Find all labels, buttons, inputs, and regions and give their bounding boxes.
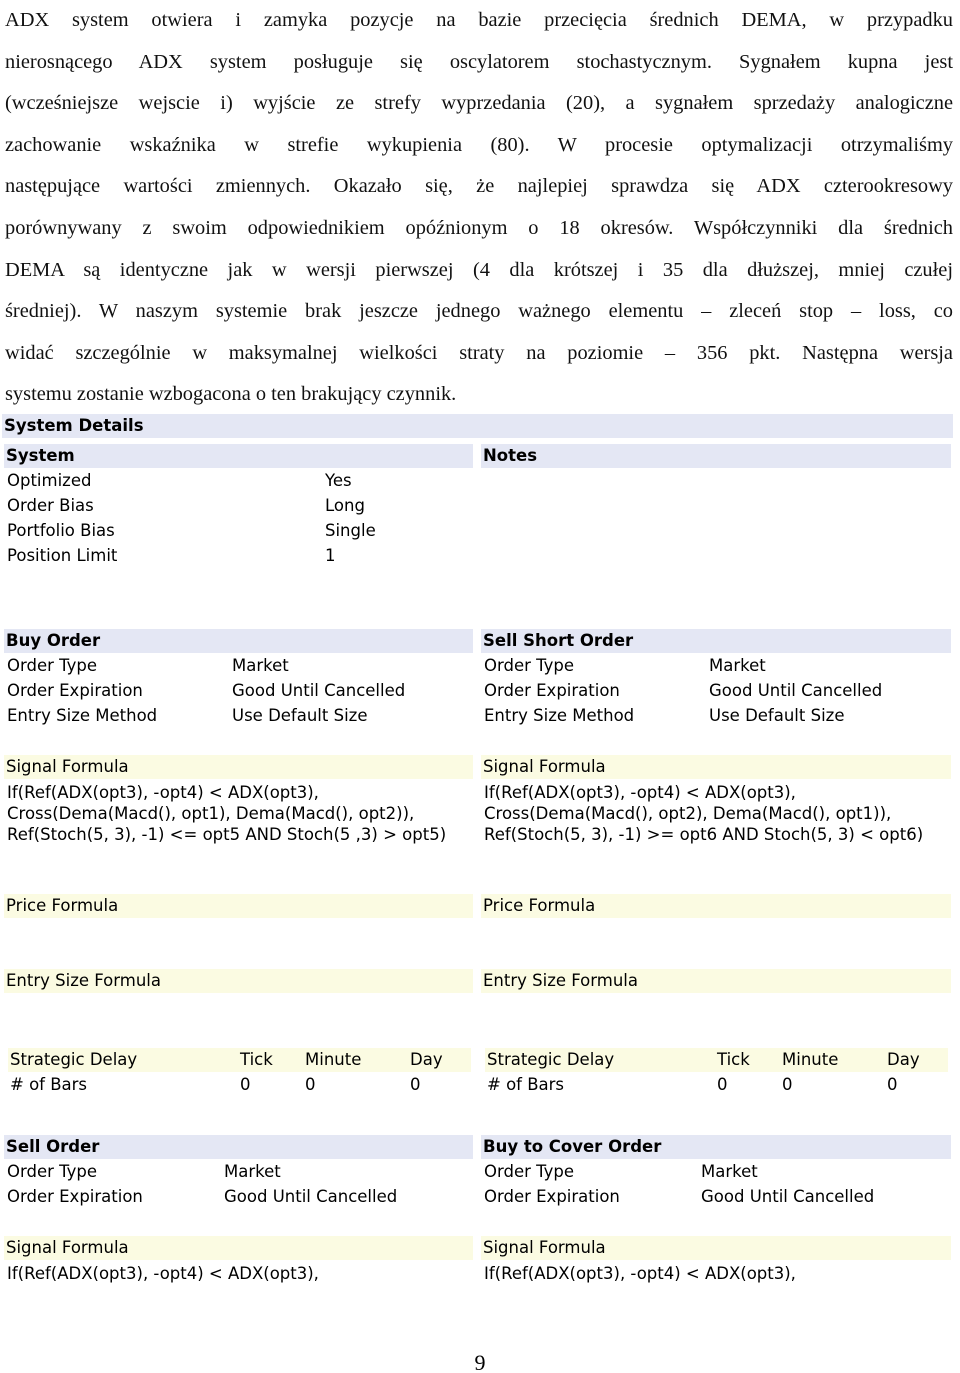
sell-short-delay-tick-header: Tick (717, 1050, 750, 1069)
paragraph-line: systemu zostanie wzbogacona o ten brakujący czynnik. (5, 383, 457, 406)
buy-delay-minute-value: 0 (305, 1075, 316, 1094)
sell-short-order-expiration-label: Order Expiration (484, 681, 620, 700)
sell-short-entry-size-method-value: Use Default Size (709, 706, 845, 725)
paragraph-line: ADX system otwiera i zamyka pozycje na bazie przecięcia średnich DEMA, w przypadku (5, 9, 953, 31)
sell-signal-formula: If(Ref(ADX(opt3), -opt4) < ADX(opt3), (7, 1264, 319, 1283)
sell-order-expiration-value: Good Until Cancelled (224, 1187, 398, 1206)
buy-delay-tick-header: Tick (240, 1050, 273, 1069)
sell-short-order-title: Sell Short Order (481, 629, 951, 653)
buy-to-cover-signal-formula-label: Signal Formula (481, 1236, 951, 1260)
sell-order-expiration-label: Order Expiration (7, 1187, 143, 1206)
system-details-title: System Details (2, 414, 953, 438)
buy-delay-day-value: 0 (410, 1075, 421, 1094)
sell-order-title: Sell Order (4, 1135, 473, 1159)
notes-header: Notes (481, 444, 951, 468)
sell-short-order-expiration-value: Good Until Cancelled (709, 681, 883, 700)
buy-signal-formula-label: Signal Formula (4, 755, 473, 779)
buy-order-type-label: Order Type (7, 656, 98, 675)
buy-delay-bars-label: # of Bars (10, 1075, 88, 1094)
system-label-position-limit: Position Limit (7, 546, 118, 565)
paragraph-line: widać szczególnie w maksymalnej wielkości straty na poziomie – 356 pkt. Następna wersja (5, 341, 953, 364)
sell-short-delay-day-value: 0 (887, 1075, 898, 1094)
paragraph-line: nierosnącego ADX system posługuje się oscylatorem stochastycznym. Sygnałem kupna jest (5, 50, 953, 73)
sell-short-delay-tick-value: 0 (717, 1075, 728, 1094)
buy-to-cover-order-type-value: Market (701, 1162, 758, 1181)
buy-delay-minute-header: Minute (305, 1050, 362, 1069)
sell-short-order-type-value: Market (709, 656, 766, 675)
system-value-optimized: Yes (325, 471, 352, 490)
buy-order-title: Buy Order (4, 629, 473, 653)
sell-short-strategic-delay-label: Strategic Delay (487, 1050, 615, 1069)
sell-short-signal-formula-label: Signal Formula (481, 755, 951, 779)
sell-short-entry-size-formula-label: Entry Size Formula (481, 969, 951, 993)
sell-short-delay-bars-label: # of Bars (487, 1075, 565, 1094)
paragraph-line: porównywany z swoim odpowiednikiem opóźnionym o 18 okresów. Współczynniki dla średnich (5, 216, 953, 239)
sell-order-type-value: Market (224, 1162, 281, 1181)
buy-order-expiration-label: Order Expiration (7, 681, 143, 700)
intro-paragraph (5, 0, 953, 416)
buy-order-expiration-value: Good Until Cancelled (232, 681, 406, 700)
buy-order-type-value: Market (232, 656, 289, 675)
paragraph-line: następujące wartości zmiennych. Okazało się, że najlepiej sprawdza się ADX czterookresowy (5, 175, 953, 198)
sell-short-delay-minute-value: 0 (782, 1075, 793, 1094)
system-label-portfolio-bias: Portfolio Bias (7, 521, 115, 540)
buy-delay-day-header: Day (410, 1050, 443, 1069)
system-value-position-limit: 1 (325, 546, 336, 565)
buy-to-cover-order-expiration-label: Order Expiration (484, 1187, 620, 1206)
sell-short-delay-day-header: Day (887, 1050, 920, 1069)
buy-signal-formula: If(Ref(ADX(opt3), -opt4) < ADX(opt3), Cross(Dema(Macd(), opt1), Dema(Macd(), opt2)), Ref(Stoch(5, 3), -1) <= opt5 AND Stoch(5 ,3) > opt5) (7, 783, 447, 844)
paragraph-line: (wcześniejsze wejscie i) wyjście ze strefy wyprzedania (20), a sygnałem sprzedaży analogiczne (5, 92, 953, 115)
paragraph-line: DEMA są identyczne jak w wersji pierwszej (4 dla krótszej i 35 dla dłuższej, mniej czułej (5, 258, 953, 281)
buy-to-cover-order-title: Buy to Cover Order (481, 1135, 951, 1159)
sell-short-delay-minute-header: Minute (782, 1050, 839, 1069)
system-header: System (4, 444, 473, 468)
sell-signal-formula-label: Signal Formula (4, 1236, 473, 1260)
system-label-optimized: Optimized (7, 471, 92, 490)
buy-strategic-delay-label: Strategic Delay (10, 1050, 138, 1069)
buy-entry-size-formula-label: Entry Size Formula (4, 969, 473, 993)
buy-entry-size-method-label: Entry Size Method (7, 706, 158, 725)
system-label-order-bias: Order Bias (7, 496, 94, 515)
paragraph-line: średniej). W naszym systemie brak jeszcze jednego ważnego elementu – zleceń stop – loss, co (5, 300, 953, 323)
sell-order-type-label: Order Type (7, 1162, 98, 1181)
page-number: 9 (474, 1350, 486, 1373)
buy-to-cover-signal-formula: If(Ref(ADX(opt3), -opt4) < ADX(opt3), (484, 1264, 796, 1283)
buy-entry-size-method-value: Use Default Size (232, 706, 368, 725)
buy-delay-tick-value: 0 (240, 1075, 251, 1094)
sell-short-order-type-label: Order Type (484, 656, 575, 675)
buy-to-cover-order-expiration-value: Good Until Cancelled (701, 1187, 875, 1206)
system-value-portfolio-bias: Single (325, 521, 376, 540)
buy-to-cover-order-type-label: Order Type (484, 1162, 575, 1181)
sell-short-signal-formula: If(Ref(ADX(opt3), -opt4) < ADX(opt3), Cross(Dema(Macd(), opt2), Dema(Macd(), opt1)), Ref(Stoch(5, 3), -1) >= opt6 AND Stoch(5, 3) < opt6) (484, 783, 924, 844)
system-value-order-bias: Long (325, 496, 365, 515)
sell-short-entry-size-method-label: Entry Size Method (484, 706, 635, 725)
paragraph-line: zachowanie wskaźnika w strefie wykupienia (80). W procesie optymalizacji otrzymaliśmy (5, 133, 953, 156)
buy-price-formula-label: Price Formula (4, 894, 473, 918)
sell-short-price-formula-label: Price Formula (481, 894, 951, 918)
